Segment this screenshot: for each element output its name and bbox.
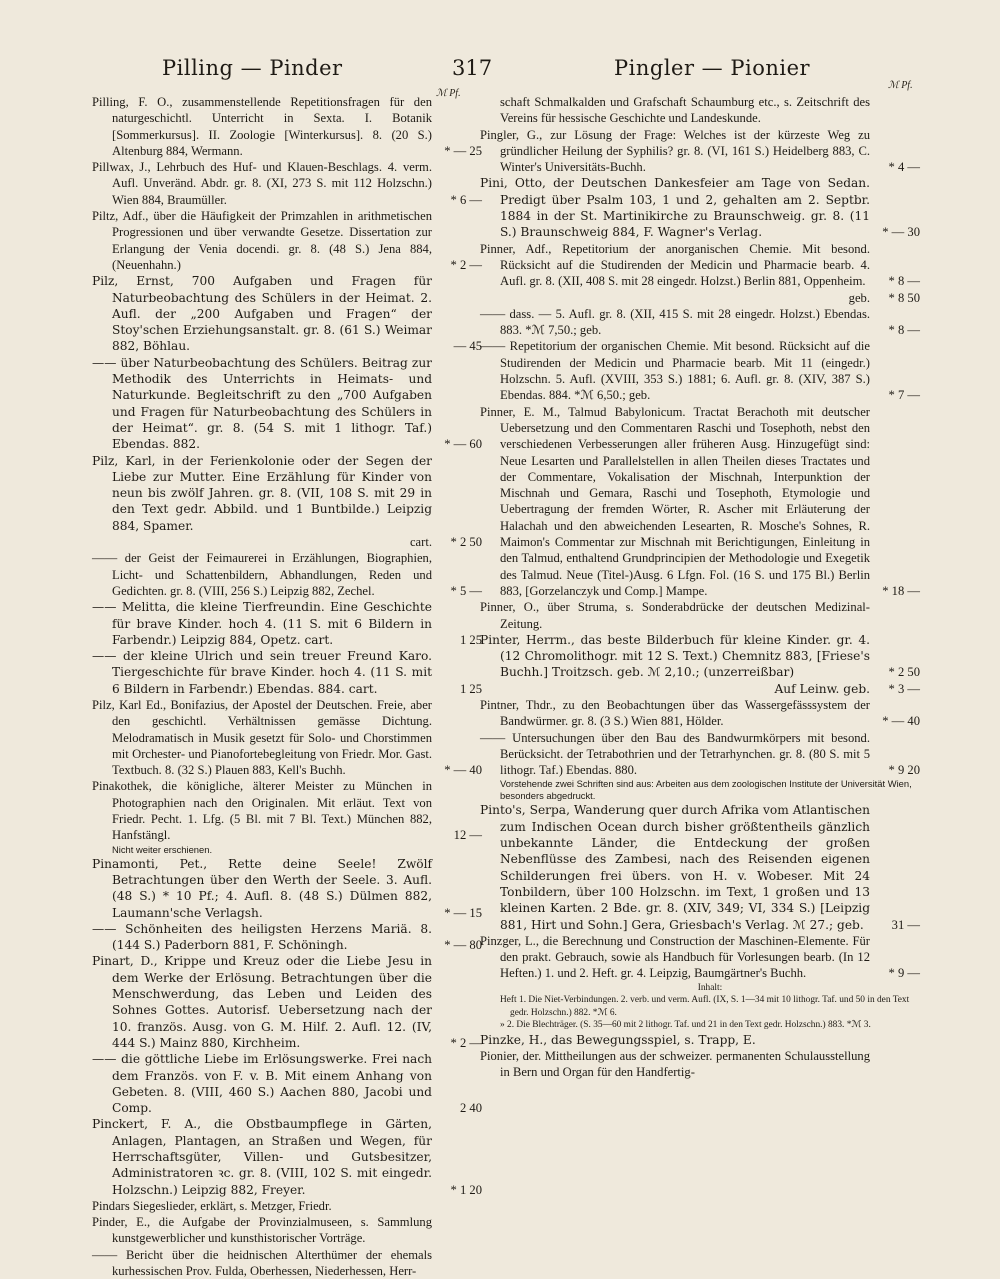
catalog-entry: [92, 1051, 482, 1116]
entry-price: * — 80: [444, 938, 482, 953]
catalog-entry: [92, 1214, 482, 1247]
entry-variant: [480, 290, 920, 306]
catalog-entry: [92, 697, 482, 778]
entry-price: * 5 —: [450, 583, 482, 598]
entry-text: —— der Geist der Feimaurerei in Erzählungen, Biographien, Licht- und Schattenbildern, Abhandlungen, Reden und Gedichten. gr. 8. (VIII, 256 S.) Leipzig 882, Zechel.: [92, 551, 432, 598]
catalog-entry: [480, 127, 920, 176]
entry-price: * 2 50: [888, 665, 920, 680]
entry-price: * 9 —: [888, 966, 920, 981]
entry-text: Pinamonti, Pet., Rette deine Seele! Zwölf Betrachtungen über den Werth der Seele. 3. Aufl. (48 S.) * 10 Pf.; 4. Aufl. 8. (48 S.) Dülmen 882, Laumann'sche Verlagsh.: [92, 856, 432, 920]
catalog-entry: [92, 273, 482, 354]
entry-text: Vorstehende zwei Schriften sind aus: Arbeiten aus dem zoologischen Institute der Universität Wien, besonders abgedruckt.: [500, 778, 912, 802]
entry-price: * 9 20: [888, 763, 920, 778]
catalog-entry: [92, 94, 482, 159]
catalog-entry: [92, 1116, 482, 1197]
catalog-entry: [480, 306, 920, 339]
catalog-entry: [92, 778, 482, 843]
entry-price: 2 40: [459, 1101, 482, 1116]
entry-text: —— dass. — 5. Aufl. gr. 8. (XII, 415 S. mit 28 eingedr. Holzst.) Ebendas. 883. *ℳ 7,50.; geb.: [480, 306, 870, 338]
entry-price: 12 —: [453, 828, 482, 843]
catalog-entry: [480, 94, 920, 127]
entry-text: » 2. Die Blechträger. (S. 35—60 mit 2 lithogr. Taf. und 21 in den Text gedr. Holzschn.) 883. *ℳ 3.: [500, 1020, 871, 1031]
entry-text: Pilz, Ernst, 700 Aufgaben und Fragen für Naturbeobachtung des Schülers in der Heimat. 2. Aufl. der „200 Aufgaben und Fragen“ der Stoy'schen Erziehungsanstalt. gr. 8. (61 S.) Weimar 882, Böhlau.: [92, 274, 432, 354]
entry-text: Auf Leinw. geb.: [774, 681, 870, 696]
entry-price: * 4 —: [888, 160, 920, 175]
catalog-entry: [480, 697, 920, 730]
entry-text: Pintner, Thdr., zu den Beobachtungen über das Wassergefässsystem der Bandwürmer. gr. 8. (3 S.) Wien 881, Hölder.: [480, 697, 870, 729]
left-column: [92, 94, 482, 1279]
entry-price: * 3 —: [888, 681, 920, 696]
right-running-title: Pingler — Pionier: [614, 56, 811, 80]
entry-text: Pinto's, Serpa, Wanderung quer durch Afrika vom Atlantischen zum Indischen Ocean durch bisher größtentheils gänzlich unbekannte Länder, die Entdeckung der großen Nebenflüsse des Zambesi, nach des Reisenden eigenen Schilderungen frei übers. von H. v. Wobeser. Mit 24 Tonbildern, über 100 Holzschn. im Text, 1 großen und 13 kleinen Karten. 2 Bde. gr. 8. (XIV, 349; VI, 334 S.) [Leipzig 881, Hirt und Sohn.] Gera, Griesbach's Verlag. ℳ 27.; geb.: [480, 803, 870, 932]
catalog-entry: [480, 802, 920, 932]
entry-text: Nicht weiter erschienen.: [112, 843, 213, 855]
currency-mark-left: ℳ Pf.: [436, 88, 461, 99]
catalog-entry: [92, 921, 482, 954]
entry-text: Pindars Siegeslieder, erklärt, s. Metzger, Friedr.: [92, 1198, 332, 1213]
entry-price: * 7 —: [888, 388, 920, 403]
entry-text: —— Bericht über die heidnischen Alterthümer der ehemals kurhessischen Prov. Fulda, Oberhessen, Niederhessen, Herr-: [92, 1247, 432, 1279]
entry-text: Pilz, Karl, in der Ferienkolonie oder der Segen der Liebe zur Mutter. Eine Erzählung für Kinder von neun bis zwölf Jahren. gr. 8. (VII, 108 S. mit 29 in den Text gedr. Abbild. und 1 Buntbilde.) Leipzig 884, Spamer.: [92, 453, 432, 533]
entry-text: —— die göttliche Liebe im Erlösungswerke. Frei nach dem Französ. von F. v. B. Mit einem Anhang von Gebeten. 8. (VIII, 460 S.) Aachen 880, Jacobi und Comp.: [92, 1052, 432, 1116]
catalog-entry: [92, 648, 482, 697]
entry-text: —— der kleine Ulrich und sein treuer Freund Karo. Tiergeschichte für brave Kinder. hoch 4. (11 S. mit 6 Bildern in Farbendr.) Ebendas. 884. cart.: [92, 649, 432, 696]
entry-text: Pillwax, J., Lehrbuch des Huf- und Klauen-Beschlags. 4. verm. Aufl. Unveränd. Abdr. gr. 8. (XI, 273 S. mit 112 Holzschn.) Wien 884, Braumüller.: [92, 160, 432, 207]
entry-variant: [92, 534, 482, 550]
entry-text: —— Untersuchungen über den Bau des Bandwurmkörpers mit besond. Berücksicht. der Tetrabothrien und der Tetrarhynchen. gr. 8. (80 S. mit 5 lithogr. Taf.) Ebendas. 880.: [480, 730, 870, 778]
entry-text: —— Repetitorium der organischen Chemie. Mit besond. Rücksicht auf die Studirenden der Medicin und Pharmacie bearb. Mit 11 (eingedr.) Holzschn. 5. Aufl. (XVIII, 353 S.) 1881; 6. Aufl. gr. 8. (XIV, 387 S.) Ebendas. 884. *ℳ 6,50.; geb.: [480, 339, 870, 403]
catalog-entry: [480, 175, 920, 240]
entry-price: * — 40: [882, 714, 920, 729]
catalog-entry: [92, 355, 482, 453]
entry-text: Pinckert, F. A., die Obstbaumpflege in Gärten, Anlagen, Plantagen, an Straßen und Wegen, für Herrschaftsgüter, Villen- und Gutsbesitzer, Administratoren ꝛc. gr. 8. (VIII, 102 S. mit eingedr. Holzschn.) Leipzig 882, Freyer.: [92, 1117, 432, 1197]
catalog-entry: [480, 338, 920, 403]
entry-price: 31 —: [891, 917, 920, 932]
catalog-entry: [480, 404, 920, 600]
entry-text: Pingler, G., zur Lösung der Frage: Welches ist der kürzeste Weg zu gründlicher Heilung der Syphilis? gr. 8. (VI, 161 S.) Heidelberg 883, C. Winter's Universitäts-Buchh.: [480, 127, 870, 175]
left-running-title: Pilling — Pinder: [162, 56, 343, 80]
contents-item: [480, 1019, 920, 1032]
entry-price: * 1 20: [450, 1182, 482, 1197]
catalog-entry: [92, 159, 482, 208]
catalog-entry: [480, 1048, 920, 1081]
entry-text: Inhalt:: [697, 982, 723, 993]
catalog-entry: [92, 953, 482, 1051]
entry-text: Pinner, E. M., Talmud Babylonicum. Tractat Berachoth mit deutscher Uebersetzung und den Commentaren Raschi und Tosephoth, nebst den verschiedenen Verbesserungen aller früheren Ausg. Hinzugefügt sind: Neue Lesarten und Parallelstellen in allen Theilen dieses Tractates und der Commentare, Vokalisation der Mischnah, Interpunktion der Mischnah und Gemara, Raschi und Tosephoth, Etymologie und Uebertragung der fremden Wörter, R. Ascher mit Erläuterung der Halachah und den abweichenden Lesearten, R. Mosche's Sohnes, R. Maimon's Commentar zur Mischnah mit Berichtigungen, Einleitung in den Talmud, enthaltend Grundprincipien der Methodologie und Exegetik des Talmud. Neue (Titel-)Ausg. 6 Lfgn. Fol. (16 S. und 175 Bl.) Berlin 883, [Gorzelanczyk und Comp.] Mampe.: [480, 404, 870, 598]
entry-price: * 18 —: [882, 583, 920, 598]
entry-price: * — 15: [444, 905, 482, 920]
entry-text: Pinter, Herrm., das beste Bilderbuch für kleine Kinder. gr. 4. (12 Chromolithogr. mit 12 S. Text.) Chemnitz 883, [Friese's Buchh.] Troitzsch. geb. ℳ 2,10.; (unzerreißbar): [480, 632, 870, 680]
entry-price: * 2 50: [450, 535, 482, 550]
catalog-entry: [92, 1247, 482, 1279]
entry-text: Pinner, Adf., Repetitorium der anorganischen Chemie. Mit besond. Rücksicht auf die Studirenden der Medicin und Pharmacie bearb. 4. Aufl. gr. 8. (XII, 408 S. mit 28 eingedr. Holzst.) Berlin 881, Oppenheim.: [480, 241, 870, 289]
entry-price: * 8 —: [888, 323, 920, 338]
entry-text: Pinakothek, die königliche, älterer Meister zu München in Photographien nach den Originalen. Mit erläut. Text von Friedr. Pecht. 1. Lfg. (5 Bl. mit 7 Bl. Text.) München 882, Hanfstängl.: [92, 779, 432, 843]
entry-text: Pionier, der. Mittheilungen aus der schweizer. permanenten Schulausstellung in Bern und Organ für den Handfertig-: [480, 1049, 870, 1080]
entry-price: * — 60: [444, 437, 482, 452]
entry-price: 1 25: [459, 632, 482, 647]
entry-price: * 6 —: [450, 192, 482, 207]
catalog-entry: [480, 933, 920, 982]
entry-text: geb.: [848, 290, 870, 305]
entry-text: cart.: [409, 535, 432, 550]
entry-variant: [480, 681, 920, 697]
entry-text: Pinzger, L., die Berechnung und Construction der Maschinen-Elemente. Für den prakt. Gebrauch, sowie als Handbuch für Vorlesungen bearb. (In 12 Heften.) 1. und 2. Heft. gr. 4. Leipzig, Baumgärtner's Buchh.: [480, 933, 870, 981]
catalog-entry: [92, 599, 482, 648]
catalog-entry: [480, 730, 920, 779]
catalog-entry: [92, 453, 482, 534]
catalog-entry: [480, 241, 920, 290]
entry-text: Piltz, Adf., über die Häufigkeit der Primzahlen in arithmetischen Progressionen und über verwandte Gesetze. Dissertation zur Erlangung der Venia docendi. gr. 8. (48 S.) Jena 884, (Neuenhahn.): [92, 209, 432, 272]
catalog-entry: [92, 550, 482, 599]
entry-text: —— Schönheiten des heiligsten Herzens Mariä. 8. (144 S.) Paderborn 881, F. Schöningh.: [92, 921, 432, 953]
entry-note: [92, 844, 482, 856]
entry-price: * 2 —: [450, 1035, 482, 1050]
entry-text: —— über Naturbeobachtung des Schülers. Beitrag zur Methodik des Unterrichts in Heimats- und Naturkunde. Begleitschrift zu den „700 Aufgaben und Fragen für Naturbeobachtung des Schülers in der Heimat“. gr. 8. (54 S. mit 1 lithogr. Taf.) Ebendas. 882.: [92, 355, 432, 452]
entry-note: [480, 778, 920, 802]
entry-text: Pinner, O., über Struma, s. Sonderabdrücke der deutschen Medizinal-Zeitung.: [480, 600, 870, 631]
entry-text: Heft 1. Die Niet-Verbindungen. 2. verb. und verm. Aufl. (IX, S. 1—34 mit 10 lithogr. Taf. und 50 in den Text gedr. Holzschn.) 882. *ℳ 6.: [500, 995, 910, 1018]
catalog-entry: [480, 599, 920, 632]
contents-item: [480, 994, 920, 1019]
entry-price: 1 25: [459, 681, 482, 696]
catalog-entry: [480, 1032, 920, 1048]
catalog-entry: [480, 632, 920, 681]
contents-heading: [480, 982, 920, 995]
right-column: [480, 94, 920, 1081]
entry-price: * — 30: [882, 225, 920, 240]
entry-text: Pinzke, H., das Bewegungsspiel, s. Trapp, E.: [480, 1032, 756, 1047]
catalog-entry: [92, 856, 482, 921]
entry-text: Pilling, F. O., zusammenstellende Repetitionsfragen für den naturgeschichtl. Unterricht in Sexta. I. Botanik [Sommerkursus]. II. Zoologie [Winterkursus]. 8. (20 S.) Altenburg 884, Wermann.: [92, 95, 432, 158]
catalog-entry: [92, 208, 482, 273]
entry-price: * 2 —: [450, 257, 482, 272]
currency-mark-right: ℳ Pf.: [888, 80, 913, 91]
entry-price: * — 25: [444, 143, 482, 158]
entry-text: Pini, Otto, der Deutschen Dankesfeier am Tage von Sedan. Predigt über Psalm 103, 1 und 2, gehalten am 2. Septbr. 1884 in der St. Martinikirche zu Braunschweig. gr. 8. (11 S.) Braunschweig 884, F. Wagner's Verlag.: [480, 176, 870, 240]
entry-text: Pilz, Karl Ed., Bonifazius, der Apostel der Deutschen. Freie, aber den geschichtl. Verhältnissen gemässe Dichtung. Melodramatisch in Musik gesetzt für Solo- und Chorstimmen mit Orchester- und Pianofortebegleitung von Friedr. Mor. Gast. Textbuch. 8. (32 S.) Plauen 883, Kell's Buchh.: [92, 697, 432, 778]
entry-price: * 8 50: [888, 290, 920, 305]
page-header: [0, 56, 1000, 86]
entry-text: Pinart, D., Krippe und Kreuz oder die Liebe Jesu in dem Werke der Erlösung. Betrachtungen über die Menschwerdung, das Leben und Leiden des Sohnes Gottes. Autorisf. Uebersetzung nach der 10. französ. Ausg. von G. M. Hilf. 2. Aufl. 12. (IV, 444 S.) Mainz 880, Kirchheim.: [92, 954, 432, 1050]
entry-price: * 8 —: [888, 274, 920, 289]
entry-text: —— Melitta, die kleine Tierfreundin. Eine Geschichte für brave Kinder. hoch 4. (11 S. mit 6 Bildern in Farbendr.) Leipzig 884, Opetz. cart.: [92, 600, 432, 647]
page-number: 317: [452, 56, 493, 80]
entry-price: * — 40: [444, 763, 482, 778]
entry-text: Pinder, E., die Aufgabe der Provinzialmuseen, s. Sammlung kunstgewerblicher und kunsthistorischer Vorträge.: [92, 1215, 432, 1246]
catalog-entry: [92, 1198, 482, 1214]
entry-price: — 45: [453, 339, 482, 354]
entry-text: schaft Schmalkalden und Grafschaft Schaumburg etc., s. Zeitschrift des Vereins für hessische Geschichte und Landeskunde.: [500, 95, 870, 126]
